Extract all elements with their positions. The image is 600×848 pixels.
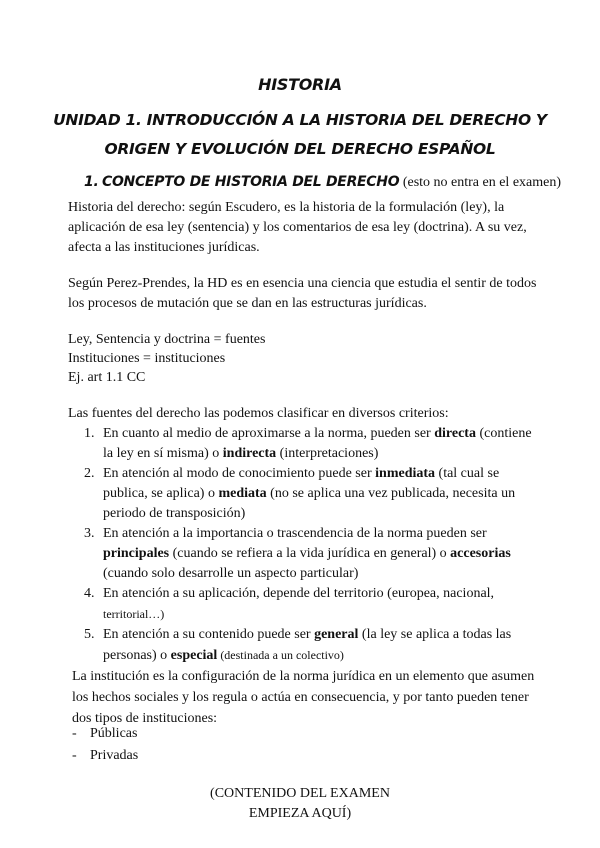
list-item bbox=[68, 625, 538, 666]
list-item-publicas bbox=[72, 724, 137, 744]
list-text: (contiene la ley en sí misma) o bbox=[103, 426, 532, 461]
list-bold-term: accesorias bbox=[450, 546, 511, 561]
list-item bbox=[68, 464, 538, 524]
list-bold-term: inmediata bbox=[375, 466, 436, 481]
list-number: 4. bbox=[84, 586, 95, 601]
list-small-text: (destinada a un colectivo) bbox=[217, 648, 344, 662]
section-note: (esto no entra en el examen) bbox=[402, 175, 562, 190]
unit-title-line-2: ORIGEN Y EVOLUCIÓN DEL DERECHO ESPAÑOL bbox=[104, 140, 496, 158]
list-text: (cuando solo desarrolle un aspecto particular) bbox=[103, 566, 359, 581]
section-heading bbox=[84, 174, 561, 191]
dash-bullet: - bbox=[72, 726, 77, 741]
list-text: En atención a la importancia o trascendencia de la norma pueden ser bbox=[103, 526, 487, 541]
list-number: 5. bbox=[84, 627, 95, 642]
list-text: En atención a su contenido puede ser bbox=[103, 627, 315, 642]
paragraph-escudero: Historia del derecho: según Escudero, es la historia de la formulación (ley), la aplicación de esa ley (sentencia) y los comentarios de esa ley (doctrina). A su vez, afecta a las instituciones jurídicas. bbox=[68, 200, 527, 255]
list-text: Privadas bbox=[90, 748, 139, 763]
footer-line-1: (CONTENIDO DEL EXAMEN bbox=[210, 786, 390, 801]
sources-list bbox=[68, 424, 538, 666]
line-example: Ej. art 1.1 CC bbox=[68, 370, 146, 385]
list-bold-term: general bbox=[314, 627, 359, 642]
list-text: En atención al modo de conocimiento puede ser bbox=[103, 466, 376, 481]
list-bold-term: mediata bbox=[218, 486, 267, 501]
list-item bbox=[68, 524, 538, 584]
paragraph-clasificacion: Las fuentes del derecho las podemos clasificar en diversos criterios: bbox=[68, 406, 449, 421]
list-number: 3. bbox=[84, 526, 95, 541]
list-text: (cuando se refiera a la vida jurídica en general) o bbox=[169, 546, 451, 561]
section-number: 1. bbox=[84, 174, 99, 190]
unit-title-line-1: UNIDAD 1. INTRODUCCIÓN A LA HISTORIA DEL DERECHO Y bbox=[53, 111, 547, 129]
paragraph-institucion: La institución es la configuración de la norma jurídica en un elemento que asumen los hechos sociales y los regula o actúa en consecuencia, y por tanto pueden tener dos tipos de instituciones: bbox=[72, 669, 535, 726]
list-text: (la ley se aplica a todas las personas) o bbox=[103, 627, 512, 663]
list-bold-term: principales bbox=[103, 546, 170, 561]
page-title: HISTORIA bbox=[258, 75, 342, 94]
list-item bbox=[68, 424, 538, 464]
section-title: CONCEPTO DE HISTORIA DEL DERECHO bbox=[101, 174, 400, 190]
list-number: 1. bbox=[84, 426, 95, 441]
list-text: (interpretaciones) bbox=[276, 446, 379, 461]
list-text: (tal cual se publica, se aplica) o bbox=[103, 466, 500, 501]
list-bold-term: indirecta bbox=[222, 446, 277, 461]
paragraph-perez-prendes: Según Perez-Prendes, la HD es en esencia una ciencia que estudia el sentir de todos los procesos de mutación que se dan en las estructuras jurídicas. bbox=[68, 276, 537, 311]
list-bold-term: directa bbox=[434, 426, 476, 441]
list-item bbox=[68, 584, 538, 625]
list-item-privadas bbox=[72, 746, 138, 766]
list-text: Públicas bbox=[90, 726, 138, 741]
line-fuentes: Ley, Sentencia y doctrina = fuentes bbox=[68, 332, 266, 347]
dash-bullet: - bbox=[72, 748, 77, 763]
footer-line-2: EMPIEZA AQUÍ) bbox=[248, 806, 352, 821]
list-text: En atención a su aplicación, depende del territorio (europea, nacional, bbox=[103, 586, 495, 601]
line-instituciones: Instituciones = instituciones bbox=[68, 351, 226, 366]
list-text: En cuanto al medio de aproximarse a la norma, pueden ser bbox=[103, 426, 435, 441]
list-bold-term: especial bbox=[170, 648, 218, 663]
list-number: 2. bbox=[84, 466, 95, 481]
list-text: (no se aplica una vez publicada, necesita un periodo de transposición) bbox=[103, 486, 516, 521]
list-small-text: territorial…) bbox=[103, 607, 165, 621]
